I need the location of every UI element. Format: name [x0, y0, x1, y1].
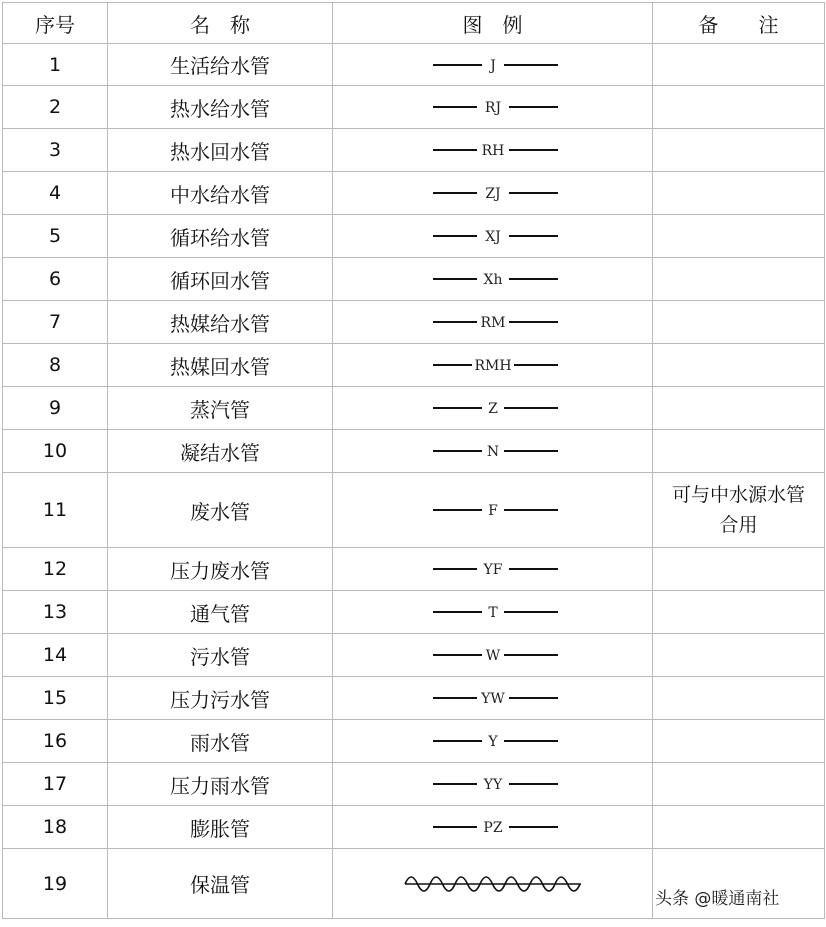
pipe-symbol	[333, 215, 653, 258]
row-number: 1	[3, 44, 108, 86]
pipe-line-symbol	[393, 681, 593, 715]
pipe-symbol	[333, 387, 653, 430]
pipe-code: Y	[487, 734, 498, 750]
pipe-line-symbol	[393, 552, 593, 586]
row-number: 19	[3, 849, 108, 919]
row-note	[653, 215, 825, 258]
pipe-name: 雨水管	[108, 720, 333, 763]
header-symbol: 图 例	[333, 3, 653, 44]
table-row	[3, 473, 825, 548]
table-row	[3, 634, 825, 677]
row-number: 2	[3, 86, 108, 129]
row-note	[653, 677, 825, 720]
pipe-line-symbol	[393, 133, 593, 167]
pipe-symbol	[333, 591, 653, 634]
table-row	[3, 806, 825, 849]
pipe-symbol	[333, 344, 653, 387]
pipe-code: N	[486, 444, 499, 460]
pipe-name: 污水管	[108, 634, 333, 677]
row-number: 14	[3, 634, 108, 677]
pipe-symbol	[333, 763, 653, 806]
pipe-code: T	[487, 605, 498, 621]
pipe-symbol	[333, 473, 653, 548]
pipe-line-symbol	[393, 638, 593, 672]
pipe-code: Xh	[483, 272, 502, 288]
pipe-line-symbol	[393, 810, 593, 844]
row-note	[653, 763, 825, 806]
row-note	[653, 86, 825, 129]
pipe-code: XJ	[484, 229, 501, 245]
pipe-symbol	[333, 258, 653, 301]
watermark: 头条 @暖通南社	[655, 889, 780, 909]
row-number: 10	[3, 430, 108, 473]
row-note	[653, 548, 825, 591]
pipe-line-symbol	[393, 176, 593, 210]
pipe-name: 循环给水管	[108, 215, 333, 258]
pipe-line-symbol	[393, 348, 593, 382]
table-row	[3, 677, 825, 720]
header-row	[3, 3, 825, 44]
row-number: 8	[3, 344, 108, 387]
table-row	[3, 172, 825, 215]
pipe-line-symbol	[393, 867, 593, 901]
row-number: 6	[3, 258, 108, 301]
row-number: 5	[3, 215, 108, 258]
table-row	[3, 86, 825, 129]
pipe-line-symbol	[393, 262, 593, 296]
pipe-line-symbol	[393, 219, 593, 253]
pipe-symbol	[333, 172, 653, 215]
pipe-name: 循环回水管	[108, 258, 333, 301]
table-row	[3, 548, 825, 591]
table-row	[3, 258, 825, 301]
pipe-symbol	[333, 44, 653, 86]
row-note	[653, 430, 825, 473]
row-number: 11	[3, 473, 108, 548]
pipe-code: F	[487, 503, 498, 519]
pipe-line-symbol	[393, 90, 593, 124]
table-row	[3, 720, 825, 763]
header-name: 名 称	[108, 3, 333, 44]
pipe-line-symbol	[393, 305, 593, 339]
pipe-code: ZJ	[484, 186, 501, 202]
table-row	[3, 129, 825, 172]
row-note	[653, 172, 825, 215]
pipe-line-symbol	[393, 391, 593, 425]
row-note	[653, 806, 825, 849]
pipe-symbol	[333, 86, 653, 129]
row-number: 17	[3, 763, 108, 806]
pipe-name: 中水给水管	[108, 172, 333, 215]
pipe-name: 压力污水管	[108, 677, 333, 720]
pipe-code: RH	[481, 143, 504, 159]
row-note	[653, 387, 825, 430]
table-row	[3, 387, 825, 430]
table-row	[3, 763, 825, 806]
row-note	[653, 301, 825, 344]
row-note	[653, 44, 825, 86]
pipe-name: 通气管	[108, 591, 333, 634]
pipe-symbol	[333, 301, 653, 344]
pipe-line-symbol	[393, 48, 593, 82]
pipe-symbol	[333, 677, 653, 720]
row-number: 12	[3, 548, 108, 591]
pipe-code: W	[485, 648, 500, 664]
row-number: 16	[3, 720, 108, 763]
pipe-name: 压力废水管	[108, 548, 333, 591]
pipe-line-symbol	[393, 767, 593, 801]
pipe-code: PZ	[482, 820, 503, 836]
table-row	[3, 215, 825, 258]
pipe-name: 蒸汽管	[108, 387, 333, 430]
table-row	[3, 344, 825, 387]
header-no: 序号	[3, 3, 108, 44]
pipe-name: 热媒回水管	[108, 344, 333, 387]
pipe-name: 热水回水管	[108, 129, 333, 172]
header-note: 备 注	[653, 3, 825, 44]
row-number: 9	[3, 387, 108, 430]
table-row	[3, 301, 825, 344]
row-note	[653, 720, 825, 763]
row-number: 13	[3, 591, 108, 634]
pipe-name: 废水管	[108, 473, 333, 548]
pipe-name: 压力雨水管	[108, 763, 333, 806]
pipe-name: 热媒给水管	[108, 301, 333, 344]
pipe-code: YY	[483, 777, 502, 793]
pipe-name: 热水给水管	[108, 86, 333, 129]
row-note	[653, 634, 825, 677]
pipe-legend-table	[2, 2, 825, 919]
row-number: 7	[3, 301, 108, 344]
row-number: 3	[3, 129, 108, 172]
pipe-name: 生活给水管	[108, 44, 333, 86]
row-note: 可与中水源水管合用	[653, 473, 825, 548]
pipe-code: RJ	[484, 100, 501, 116]
pipe-symbol	[333, 720, 653, 763]
pipe-symbol	[333, 129, 653, 172]
pipe-line-symbol	[393, 434, 593, 468]
pipe-line-symbol	[393, 724, 593, 758]
pipe-code: Z	[487, 401, 498, 417]
pipe-code: RMH	[473, 358, 512, 374]
pipe-symbol	[333, 849, 653, 919]
pipe-code: YW	[480, 691, 505, 707]
table-row	[3, 591, 825, 634]
row-number: 4	[3, 172, 108, 215]
pipe-name: 凝结水管	[108, 430, 333, 473]
row-note	[653, 344, 825, 387]
row-note	[653, 258, 825, 301]
pipe-symbol	[333, 634, 653, 677]
table-row	[3, 430, 825, 473]
pipe-name: 保温管	[108, 849, 333, 919]
pipe-code: J	[489, 57, 496, 74]
row-note	[653, 591, 825, 634]
row-note	[653, 129, 825, 172]
pipe-symbol	[333, 806, 653, 849]
pipe-name: 膨胀管	[108, 806, 333, 849]
pipe-symbol	[333, 548, 653, 591]
pipe-code: YF	[483, 562, 502, 578]
row-number: 18	[3, 806, 108, 849]
table-row	[3, 44, 825, 86]
pipe-line-symbol	[393, 493, 593, 527]
pipe-line-symbol	[393, 595, 593, 629]
row-number: 15	[3, 677, 108, 720]
pipe-symbol	[333, 430, 653, 473]
pipe-code: RM	[480, 315, 505, 331]
